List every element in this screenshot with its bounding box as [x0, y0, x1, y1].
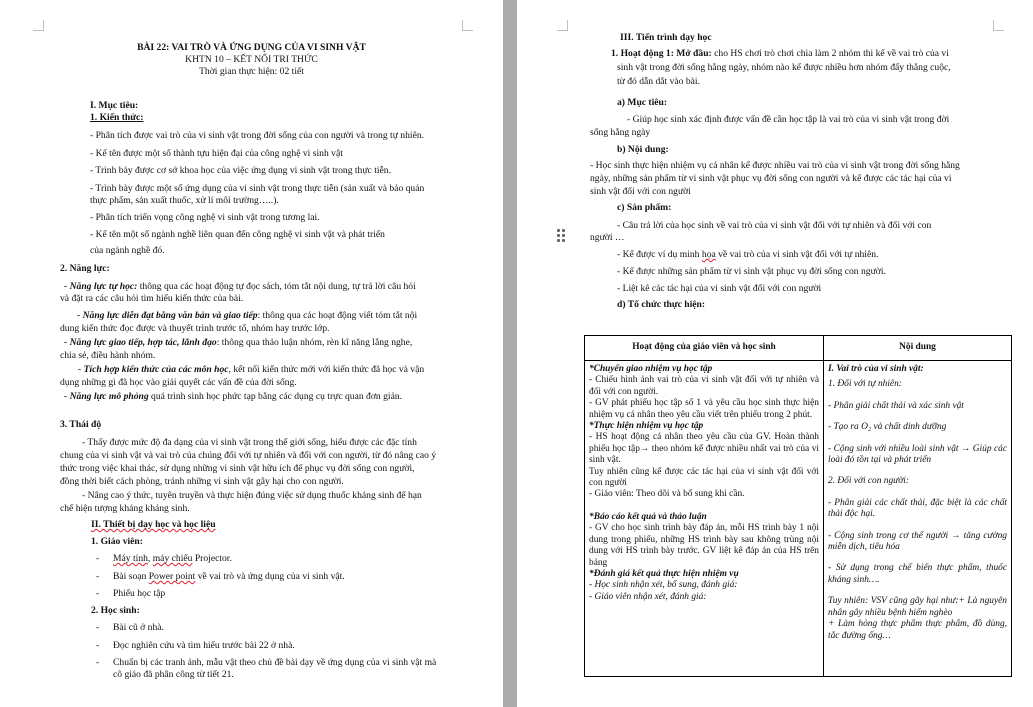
table-cell-heading: *Đánh giá kết quả thực hiện nhiệm vụ	[589, 568, 739, 579]
competence-item: - Năng lực giao tiếp, hợp tác, lãnh đạo: thông qua thảo luận nhóm, rèn kĩ năng lắng nghe,	[64, 337, 413, 348]
subheading-teacher: 1. Giáo viên:	[91, 536, 143, 547]
student-item-cont: cô giáo đã phân công từ tiết 21.	[113, 669, 234, 680]
table-cell-text: - GV phát phiếu học tập số 1 và yêu cầu học sinh thực hiện nhiệm vụ cá nhân theo yêu cầu viết trên phiếu trong 2 phút.	[589, 398, 819, 420]
content-line: ngày, những sản phẩm từ vi sinh vật phục vụ đời sống con người và kể được các tác hại của vi	[590, 173, 952, 184]
table-header-row	[585, 336, 1012, 361]
subheading-knowledge: 1. Kiến thức:	[90, 112, 144, 123]
table-cell-text: - Cộng sinh trong cơ thể người → tăng cường miễn dịch, tiêu hóa	[828, 530, 1007, 553]
table-cell-text: - GV cho học sinh trình bày đáp án, mỗi HS trình bày 1 nội dung trong phiếu, những HS trình bày sau không trùng nội dung với HS trình bày trước. GV liệt kê đáp án của HS trên bảng	[589, 523, 819, 568]
objective-line: - Giúp học sinh xác định được vấn đề cần học tập là vai trò của vi sinh vật trong đời	[627, 114, 950, 125]
table-cell-text: 2. Đối với con người:	[828, 476, 909, 487]
bullet-dash: -	[96, 640, 100, 651]
teacher-item: Phiếu học tập	[113, 588, 166, 599]
teacher-item: Máy tính, máy chiếu Projector.	[113, 553, 232, 564]
table-cell-text: - Phân giải chất thải và xác sinh vật	[828, 400, 964, 411]
subheading-competence: 2. Năng lực:	[60, 263, 110, 274]
table-cell-activities	[585, 361, 824, 677]
table-cell-heading: *Thực hiện nhiệm vụ học tập	[589, 421, 704, 432]
teacher-item: Bài soạn Power point về vai trò và ứng dụng của vi sinh vật.	[113, 571, 345, 582]
table-cell-text: - Sử dụng trong chế biến thực phẩm, thuốc kháng sinh….	[828, 563, 1007, 585]
table-cell-text: - Học sinh nhận xét, bổ sung, đánh giá:	[589, 580, 738, 591]
product-item: - Liệt kê các tác hại của vi sinh vật đối với con người	[617, 283, 822, 294]
competence-item-cont: dụng những gì đã học vào giải quyết các vấn đề của đời sống.	[60, 377, 297, 388]
table-header-cell: Nội dung	[824, 336, 1012, 361]
knowledge-item: - Trình bày được cơ sở khoa học của việc ứng dụng vi sinh vật trong thực tiễn.	[90, 165, 391, 176]
table-cell-text: - Giáo viên nhận xét, đánh giá:	[589, 591, 707, 602]
table-cell-text: - Tạo ra O₂ và chất dinh dưỡng	[828, 422, 947, 433]
product-line: - Câu trả lời của học sinh về vai trò của vi sinh vật đối với tự nhiên và đối với con	[617, 220, 932, 231]
attitude-line: thức trong việc khai thác, sử dụng những vi sinh vật hữu ích để phục vụ đời sống con người,	[60, 463, 415, 474]
knowledge-item: - Phân tích được vai trò của vi sinh vật trong đời sống của con người và trong tự nhiên.	[90, 130, 425, 141]
heading-content: b) Nội dung:	[617, 144, 669, 155]
competence-item: - Tích hợp kiến thức của các môn học, kết nối kiến thức mới với kiến thức đã học và vận	[78, 364, 425, 375]
table-cell-text: Tuy nhiên: VSV cũng gây hại như:+ Là nguyên nhân gây nhiều bệnh hiểm nghèo	[828, 596, 1007, 618]
bullet-dash: -	[96, 622, 100, 633]
heading-objective: a) Mục tiêu:	[617, 97, 668, 108]
subheading-student: 2. Học sinh:	[91, 605, 140, 616]
student-item: Chuẩn bị các tranh ảnh, mẫu vật theo chủ đề bài dạy về ứng dụng của vi sinh vật mà	[113, 657, 437, 668]
competence-item: - Năng lực diễn đạt bằng văn bản và giao tiếp: thông qua các hoạt động viết tóm tắt nội	[77, 310, 418, 321]
knowledge-item: - Kể tên một số ngành nghề liên quan đến công nghệ vi sinh vật và phát triển	[90, 229, 385, 240]
drag-handle-icon[interactable]	[557, 229, 567, 243]
table-cell-text: - Giáo viên: Theo dõi và bổ sung khi cần.	[589, 489, 745, 500]
table-cell-text: - HS hoạt động cá nhân theo yêu cầu của GV. Hoàn thành phiếu học tập→ theo nhóm kể được nhiều nhất vai trò của vi sinh vật.	[589, 432, 819, 466]
content-line: - Học sinh thực hiện nhiệm vụ cá nhân kể được nhiều vai trò của vi sinh vật trong đời sống hằng	[590, 160, 960, 171]
bullet-dash: -	[96, 571, 100, 582]
table-cell-heading: *Báo cáo kết quả và thảo luận	[589, 511, 707, 522]
table-cell-text: 1. Đối với tự nhiên:	[828, 379, 902, 390]
section-heading-objectives: I. Mục tiêu:	[90, 100, 139, 111]
bullet-dash: -	[96, 657, 100, 668]
student-item: Bài cũ ở nhà.	[113, 622, 164, 633]
activity-1-intro: 1. Hoạt động 1: Mở đầu: cho HS chơi trò chơi chia làm 2 nhóm thi kể về vai trò của vi	[611, 48, 949, 59]
crop-mark	[33, 20, 44, 31]
activity-table	[584, 335, 1012, 677]
knowledge-item: - Trình bày được một số ứng dụng của vi sinh vật trong thực tiễn (sản xuất và bảo quản	[90, 183, 425, 194]
spacer	[589, 501, 819, 512]
activity-1-line: sinh vật trong đời sống hằng ngày, nhóm nào kể được nhiều hơn nhóm đấy thắng cuộc,	[617, 62, 951, 73]
attitude-line: - Nâng cao ý thức, tuyên truyền và thực hiện đúng việc sử dụng thuốc kháng sinh để hạn	[82, 490, 422, 501]
document-page-left[interactable]	[0, 0, 503, 707]
crop-mark	[557, 20, 568, 31]
crop-mark	[993, 20, 1004, 31]
product-item: - Kể được ví dụ minh họa về vai trò của vi sinh vật đối với tự nhiên.	[617, 249, 879, 260]
knowledge-item: thực phẩm, sản xuất thuốc, xử lí môi trường…..).	[90, 195, 279, 206]
subheading-attitude: 3. Thái độ	[60, 419, 102, 430]
attitude-line: chế hiện tượng kháng kháng sinh.	[60, 503, 190, 514]
bullet-dash: -	[96, 588, 100, 599]
content-line: sinh vật đối với con người	[590, 186, 691, 197]
competence-item-cont: và đặt ra các câu hỏi tìm hiểu kiến thức của bài.	[60, 293, 244, 304]
table-cell-text: - Cộng sinh với nhiều loài sinh vật → Giúp các loài đó tồn tại và phát triển	[828, 443, 1007, 466]
page-subtitle: KHTN 10 – KẾT NỐI TRI THỨC	[185, 54, 318, 65]
product-item: - Kể được những sản phẩm từ vi sinh vật phục vụ đời sống con người.	[617, 266, 886, 277]
table-header-cell: Hoạt động của giáo viên và học sinh	[585, 336, 824, 361]
table-cell-text: - Phân giải các chất thải, đặc biệt là các chất thải độc hại.	[828, 497, 1007, 520]
knowledge-item: - Phân tích triển vọng công nghệ vi sinh vật trong tương lai.	[90, 212, 320, 223]
bullet-dash: -	[96, 553, 100, 564]
lesson-duration: Thời gian thực hiện: 02 tiết	[199, 66, 304, 77]
competence-item: - Năng lực mô phỏng quá trình sinh học phức tạp bằng các dụng cụ trực quan đơn giản.	[64, 391, 403, 402]
section-heading-process: III. Tiến trình dạy học	[620, 32, 712, 43]
heading-organization: d) Tổ chức thực hiện:	[617, 299, 706, 310]
table-cell-heading: *Chuyển giao nhiệm vụ học tập	[589, 364, 713, 374]
table-cell-text: Tuy nhiên cũng kể được các tác hại của vi sinh vật đối với con người	[589, 466, 819, 489]
page-title: BÀI 22: VAI TRÒ VÀ ỨNG DỤNG CỦA VI SINH VẬT	[137, 42, 366, 53]
attitude-line: - Thấy được mức độ đa dạng của vi sinh vật trong thế giới sống, hiểu được các đặc tính	[82, 437, 417, 448]
table-cell-text: - Chiếu hình ảnh vai trò của vi sinh vật đối với tự nhiên và đối với con người.	[589, 375, 819, 397]
objective-line: sống hằng ngày	[590, 127, 651, 138]
student-item: Đọc nghiên cứu và tìm hiểu trước bài 22 ở nhà.	[113, 640, 295, 651]
crop-mark	[462, 20, 473, 31]
attitude-line: chung của vi sinh vật và vai trò của chúng đối với tự nhiên và đối với con người, từ đó nâng cao ý	[60, 450, 437, 461]
activity-1-line: từ đó dẫn dắt vào bài.	[617, 76, 700, 87]
table-cell-text: + Làm hỏng thực phẩm thực phẩm, đồ dùng, tắc đường ống…	[828, 619, 1007, 641]
competence-item-cont: dung kiến thức đọc được và thuyết trình trước tổ, nhóm hay trước lớp.	[60, 323, 330, 334]
product-line: người …	[590, 232, 625, 243]
competence-item: - Năng lực tự học: thông qua các hoạt động tự đọc sách, tóm tắt nội dung, tự trả lời câu hỏi	[64, 281, 416, 292]
table-row	[585, 361, 1012, 677]
knowledge-item: của ngành nghề đó.	[90, 245, 165, 256]
heading-product: c) Sản phẩm:	[617, 202, 672, 213]
section-heading-equipment: II. Thiết bị dạy học và học liệu	[91, 519, 216, 530]
table-cell-content	[824, 361, 1012, 677]
knowledge-item: - Kể tên được một số thành tựu hiện đại của công nghệ vi sinh vật	[90, 148, 343, 159]
table-cell-heading: I. Vai trò của vi sinh vật:	[828, 364, 924, 374]
competence-item-cont: chia sẻ, điều hành nhóm.	[60, 350, 156, 361]
attitude-line: đồng thời biết cách phòng, tránh những vi sinh vật gây hại cho con người.	[60, 476, 344, 487]
